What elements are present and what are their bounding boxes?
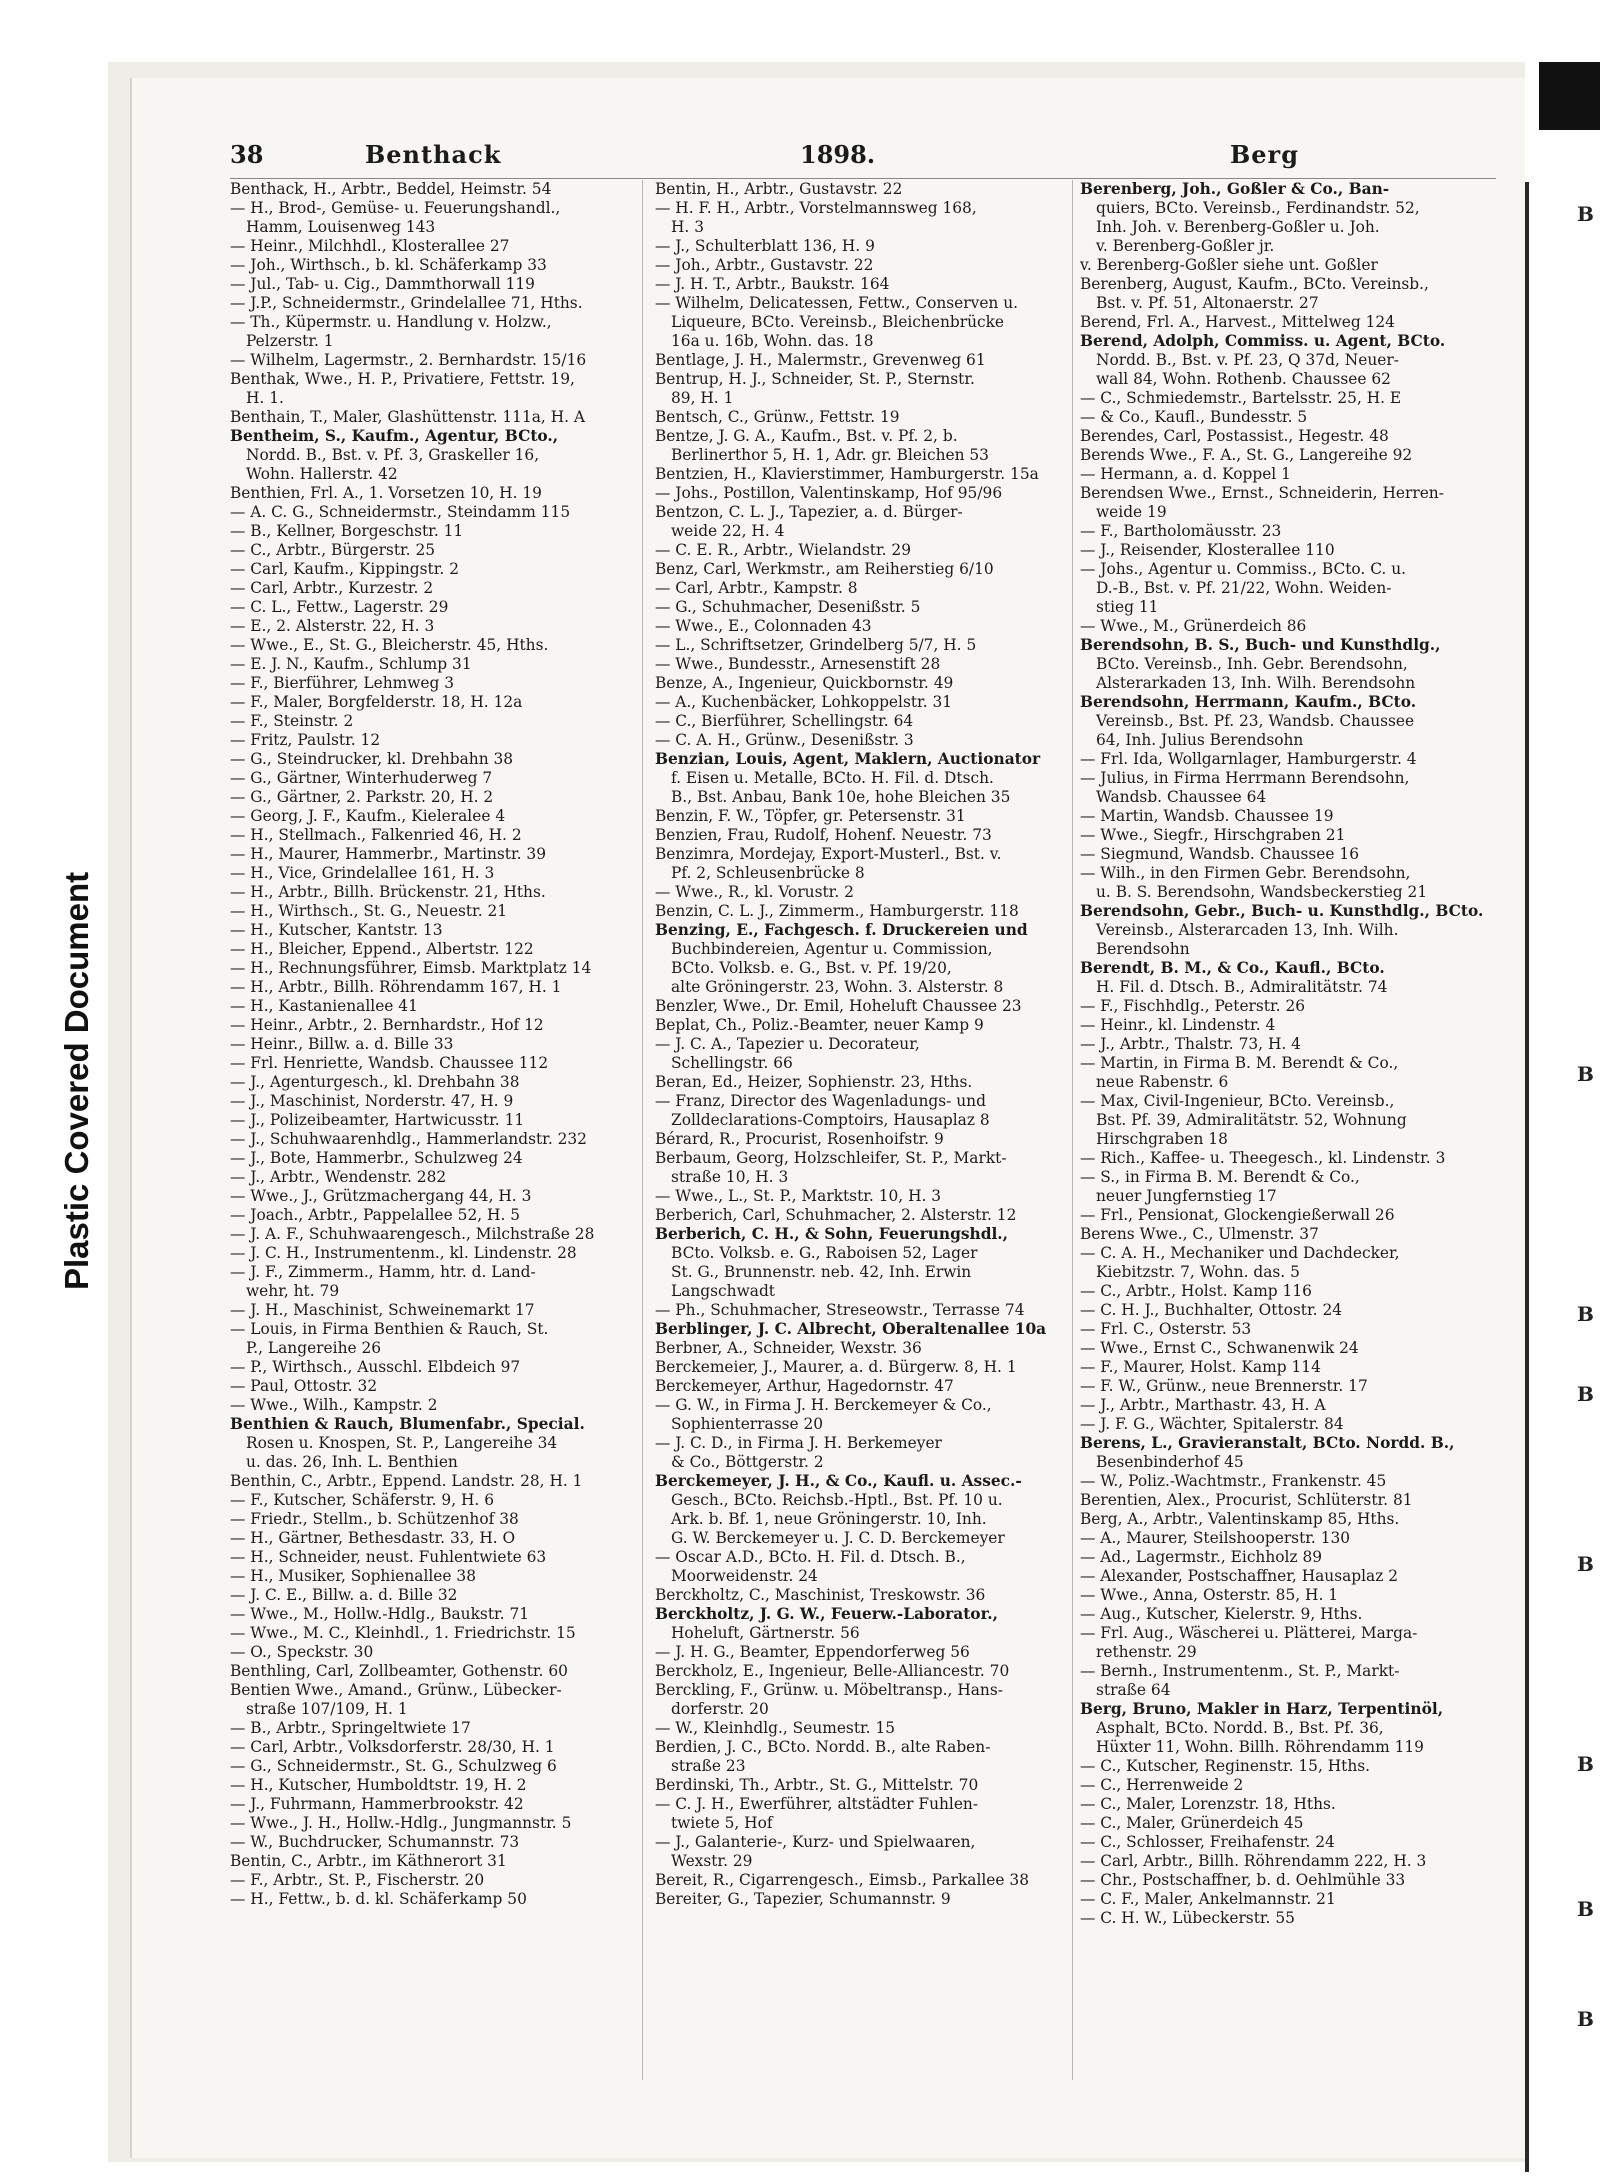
directory-entry: Berdinski, Th., Arbtr., St. G., Mittelstr. 70 — [655, 1776, 979, 1794]
directory-entry: — Joh., Arbtr., Gustavstr. 22 — [655, 256, 874, 274]
directory-entry: Bst. Pf. 39, Admiralitätstr. 52, Wohnung — [1096, 1111, 1407, 1129]
directory-entry: — J., Schulterblatt 136, H. 9 — [655, 237, 875, 255]
directory-entry: BCto. Volksb. e. G., Raboisen 52, Lager — [671, 1244, 978, 1262]
directory-entry: Beplat, Ch., Poliz.-Beamter, neuer Kamp 9 — [655, 1016, 984, 1034]
directory-entry: Benthling, Carl, Zollbeamter, Gothenstr. 60 — [230, 1662, 568, 1680]
directory-entry: — Johs., Postillon, Valentinskamp, Hof 95/96 — [655, 484, 1003, 502]
directory-entry: — C., Maler, Lorenzstr. 18, Hths. — [1080, 1795, 1336, 1813]
directory-entry: Benthak, Wwe., H. P., Privatiere, Fettstr. 19, — [230, 370, 575, 388]
directory-entry: — Frl. Aug., Wäscherei u. Plätterei, Marga- — [1080, 1624, 1418, 1642]
directory-entry: Benzien, Frau, Rudolf, Hohenf. Neuestr. 73 — [655, 826, 992, 844]
directory-entry: — Wilhelm, Delicatessen, Fettw., Conserven u. — [655, 294, 1019, 312]
directory-entry: Bentsch, C., Grünw., Fettstr. 19 — [655, 408, 900, 426]
directory-entry: — Rich., Kaffee- u. Theegesch., kl. Lindenstr. 3 — [1080, 1149, 1446, 1167]
directory-entry: Berckling, F., Grünw. u. Möbeltransp., Hans- — [655, 1681, 1003, 1699]
directory-entry: — Wwe., E., Colonnaden 43 — [655, 617, 872, 635]
directory-entry: — Wilhelm, Lagermstr., 2. Bernhardstr. 15/16 — [230, 351, 587, 369]
directory-entry: — Carl, Arbtr., Kampstr. 8 — [655, 579, 858, 597]
directory-entry: Berbner, A., Schneider, Wexstr. 36 — [655, 1339, 922, 1357]
directory-entry: — G., Gärtner, Winterhuderweg 7 — [230, 769, 493, 787]
directory-entry: — J. H. T., Arbtr., Baukstr. 164 — [655, 275, 890, 293]
adjacent-mark: B — [1577, 1062, 1594, 1086]
directory-entry: — C., Herrenweide 2 — [1080, 1776, 1244, 1794]
directory-entry: — C., Schmiedemstr., Bartelsstr. 25, H. E — [1080, 389, 1402, 407]
directory-entry: Pelzerstr. 1 — [246, 332, 334, 350]
directory-entry: — Wwe., Wilh., Kampstr. 2 — [230, 1396, 438, 1414]
page-number: 38 — [230, 140, 264, 169]
directory-entry: 64, Inh. Julius Berendsohn — [1096, 731, 1304, 749]
directory-entry: — A., Maurer, Steilshooperstr. 130 — [1080, 1529, 1351, 1547]
directory-entry: Benthien & Rauch, Blumenfabr., Special. — [230, 1415, 585, 1433]
directory-entry: — J., Galanterie-, Kurz- und Spielwaaren, — [655, 1833, 976, 1851]
directory-entry: — C. J. H., Ewerführer, altstädter Fuhlen- — [655, 1795, 979, 1813]
directory-entry: — G., Schneidermstr., St. G., Schulzweg 6 — [230, 1757, 557, 1775]
directory-entry: Benthack, H., Arbtr., Beddel, Heimstr. 54 — [230, 180, 552, 198]
directory-entry: — H., Kastanienallee 41 — [230, 997, 418, 1015]
directory-entry: — J. C. D., in Firma J. H. Berkemeyer — [655, 1434, 942, 1452]
directory-entry: Benz, Carl, Werkmstr., am Reiherstieg 6/10 — [655, 560, 994, 578]
directory-entry: — Frl., Pensionat, Glockengießerwall 26 — [1080, 1206, 1395, 1224]
directory-entry: rethenstr. 29 — [1096, 1643, 1197, 1661]
column-divider — [642, 180, 643, 2080]
directory-entry: — H., Bleicher, Eppend., Albertstr. 122 — [230, 940, 534, 958]
directory-entry: straße 107/109, H. 1 — [246, 1700, 408, 1718]
directory-entry: twiete 5, Hof — [671, 1814, 773, 1832]
directory-entry: — J. C. H., Instrumentenm., kl. Lindenstr. 28 — [230, 1244, 577, 1262]
directory-entry: Benthin, C., Arbtr., Eppend. Landstr. 28, H. 1 — [230, 1472, 583, 1490]
directory-entry: — Wwe., M. C., Kleinhdl., 1. Friedrichstr. 15 — [230, 1624, 576, 1642]
directory-entry: — C. A. H., Mechaniker und Dachdecker, — [1080, 1244, 1400, 1262]
directory-entry: — Alexander, Postschaffner, Hausaplaz 2 — [1080, 1567, 1399, 1585]
directory-entry: Rosen u. Knospen, St. P., Langereihe 34 — [246, 1434, 558, 1452]
directory-entry: Berendsohn — [1096, 940, 1190, 958]
header-rule — [230, 178, 1496, 179]
directory-entry: — C. A. H., Grünw., Desenißstr. 3 — [655, 731, 914, 749]
directory-entry: B., Bst. Anbau, Bank 10e, hohe Bleichen 35 — [671, 788, 1011, 806]
directory-entry: Berdien, J. C., BCto. Nordd. B., alte Raben- — [655, 1738, 991, 1756]
directory-entry: v. Berenberg-Goßler jr. — [1096, 237, 1275, 255]
directory-entry: — Wwe., Anna, Osterstr. 85, H. 1 — [1080, 1586, 1339, 1604]
directory-entry: — O., Speckstr. 30 — [230, 1643, 374, 1661]
directory-entry: Asphalt, BCto. Nordd. B., Bst. Pf. 36, — [1096, 1719, 1384, 1737]
directory-entry: — A., Kuchenbäcker, Lohkoppelstr. 31 — [655, 693, 953, 711]
directory-entry: — F., Bartholomäusstr. 23 — [1080, 522, 1282, 540]
directory-entry: — Julius, in Firma Herrmann Berendsohn, — [1080, 769, 1410, 787]
directory-entry: — Siegmund, Wandsb. Chaussee 16 — [1080, 845, 1359, 863]
directory-entry: — Martin, Wandsb. Chaussee 19 — [1080, 807, 1334, 825]
column-3 — [1080, 180, 1500, 2080]
side-label-panel — [0, 0, 95, 2177]
adjacent-mark: B — [1577, 202, 1594, 226]
directory-entry: Berg, Bruno, Makler in Harz, Terpentinöl, — [1080, 1700, 1444, 1718]
directory-entry: — Friedr., Stellm., b. Schützenhof 38 — [230, 1510, 519, 1528]
directory-entry: Pf. 2, Schleusenbrücke 8 — [671, 864, 865, 882]
directory-entry: — B., Arbtr., Springeltwiete 17 — [230, 1719, 471, 1737]
directory-entry: Berckholz, E., Ingenieur, Belle-Alliancestr. 70 — [655, 1662, 1010, 1680]
directory-entry: Ark. b. Bf. 1, neue Gröningerstr. 10, Inh. — [671, 1510, 987, 1528]
directory-entry: — L., Schriftsetzer, Grindelberg 5/7, H. 5 — [655, 636, 977, 654]
directory-entry: Sophienterrasse 20 — [671, 1415, 824, 1433]
directory-entry: wehr, ht. 79 — [246, 1282, 340, 1300]
directory-entry: — Jul., Tab- u. Cig., Dammthorwall 119 — [230, 275, 535, 293]
directory-entry: — Carl, Kaufm., Kippingstr. 2 — [230, 560, 459, 578]
header-left-keyword: Benthack — [365, 140, 502, 169]
directory-entry: — W., Kleinhdlg., Seumestr. 15 — [655, 1719, 896, 1737]
column-divider — [1072, 180, 1073, 2080]
directory-entry: — Martin, in Firma B. M. Berendt & Co., — [1080, 1054, 1399, 1072]
directory-entry: — Wwe., R., kl. Vorustr. 2 — [655, 883, 854, 901]
directory-entry: alte Gröningerstr. 23, Wohn. 3. Alsterstr. 8 — [671, 978, 1004, 996]
directory-entry: Vereinsb., Bst. Pf. 23, Wandsb. Chaussee — [1096, 712, 1415, 730]
directory-entry: — & Co., Kaufl., Bundesstr. 5 — [1080, 408, 1308, 426]
directory-entry: — J., Arbtr., Marthastr. 43, H. A — [1080, 1396, 1326, 1414]
directory-entry: — J. C. A., Tapezier u. Decorateur, — [655, 1035, 920, 1053]
directory-entry: — J. A. F., Schuhwaarengesch., Milchstraße 28 — [230, 1225, 595, 1243]
directory-entry: — H., Musiker, Sophienallee 38 — [230, 1567, 476, 1585]
directory-entry: — H., Arbtr., Billh. Brückenstr. 21, Hths. — [230, 883, 546, 901]
directory-entry: — Joh., Wirthsch., b. kl. Schäferkamp 33 — [230, 256, 547, 274]
directory-entry: neue Rabenstr. 6 — [1096, 1073, 1229, 1091]
directory-entry: Berends Wwe., F. A., St. G., Langereihe 92 — [1080, 446, 1413, 464]
adjacent-mark: B — [1577, 1897, 1594, 1921]
directory-entry: — G., Steindrucker, kl. Drehbahn 38 — [230, 750, 514, 768]
directory-entry: Moorweidenstr. 24 — [671, 1567, 818, 1585]
directory-entry: — C., Maler, Grünerdeich 45 — [1080, 1814, 1304, 1832]
directory-entry: — Bernh., Instrumentenm., St. P., Markt- — [1080, 1662, 1400, 1680]
directory-entry: Bereit, R., Cigarrengesch., Eimsb., Parkallee 38 — [655, 1871, 1029, 1889]
directory-entry: — J., Schuhwaarenhdlg., Hammerlandstr. 232 — [230, 1130, 587, 1148]
directory-entry: — B., Kellner, Borgeschstr. 11 — [230, 522, 464, 540]
directory-entry: — H., Stellmach., Falkenried 46, H. 2 — [230, 826, 522, 844]
adjacent-mark: B — [1577, 2007, 1594, 2031]
directory-entry: Berendes, Carl, Postassist., Hegestr. 48 — [1080, 427, 1389, 445]
directory-entry: Berberich, Carl, Schuhmacher, 2. Alsterstr. 12 — [655, 1206, 1017, 1224]
directory-entry: — C. H. J., Buchhalter, Ottostr. 24 — [1080, 1301, 1343, 1319]
directory-entry: D.-B., Bst. v. Pf. 21/22, Wohn. Weiden- — [1096, 579, 1392, 597]
directory-entry: — H., Fettw., b. d. kl. Schäferkamp 50 — [230, 1890, 527, 1908]
directory-entry: — F., Kutscher, Schäferstr. 9, H. 6 — [230, 1491, 495, 1509]
directory-entry: — Carl, Arbtr., Volksdorferstr. 28/30, H. 1 — [230, 1738, 555, 1756]
directory-entry: — Max, Civil-Ingenieur, BCto. Vereinsb., — [1080, 1092, 1395, 1110]
directory-entry: — H., Rechnungsführer, Eimsb. Marktplatz 14 — [230, 959, 592, 977]
directory-entry: Benthain, T., Maler, Glashüttenstr. 111a, H. A — [230, 408, 586, 426]
directory-entry: — H., Gärtner, Bethesdastr. 33, H. O — [230, 1529, 516, 1547]
directory-entry: Berblinger, J. C. Albrecht, Oberaltenallee 10a — [655, 1320, 1047, 1338]
directory-entry: — F., Maler, Borgfelderstr. 18, H. 12a — [230, 693, 523, 711]
directory-entry: Wohn. Hallerstr. 42 — [246, 465, 398, 483]
directory-entry: H. Fil. d. Dtsch. B., Admiralitätstr. 74 — [1096, 978, 1388, 996]
directory-entry: Wexstr. 29 — [671, 1852, 753, 1870]
directory-entry: Berckholtz, C., Maschinist, Treskowstr. 36 — [655, 1586, 986, 1604]
directory-entry: — C. L., Fettw., Lagerstr. 29 — [230, 598, 449, 616]
adjacent-page-corner — [1539, 62, 1600, 130]
directory-entry: Bereiter, G., Tapezier, Schumannstr. 9 — [655, 1890, 951, 1908]
directory-entry: — C., Arbtr., Bürgerstr. 25 — [230, 541, 436, 559]
header-right-keyword: Berg — [1230, 140, 1299, 169]
adjacent-page-strip — [1525, 62, 1600, 2177]
directory-entry: — P., Wirthsch., Ausschl. Elbdeich 97 — [230, 1358, 521, 1376]
side-label-text: Plastic Covered Document — [58, 871, 95, 1290]
directory-entry: Schellingstr. 66 — [671, 1054, 793, 1072]
directory-entry: — Wilh., in den Firmen Gebr. Berendsohn, — [1080, 864, 1411, 882]
directory-entry: Langschwadt — [671, 1282, 775, 1300]
directory-entry: — H., Maurer, Hammerbr., Martinstr. 39 — [230, 845, 547, 863]
directory-entry: Hüxter 11, Wohn. Billh. Röhrendamm 119 — [1096, 1738, 1424, 1756]
directory-entry: — Ph., Schuhmacher, Streseowstr., Terrasse 74 — [655, 1301, 1025, 1319]
directory-entry: straße 10, H. 3 — [671, 1168, 789, 1186]
directory-entry: 89, H. 1 — [671, 389, 734, 407]
directory-entry: straße 23 — [671, 1757, 746, 1775]
directory-entry: — S., in Firma B. M. Berendt & Co., — [1080, 1168, 1360, 1186]
directory-entry: — Fritz, Paulstr. 12 — [230, 731, 381, 749]
directory-entry: u. B. S. Berendsohn, Wandsbeckerstieg 21 — [1096, 883, 1428, 901]
directory-entry: wall 84, Wohn. Rothenb. Chaussee 62 — [1096, 370, 1391, 388]
directory-entry: Besenbinderhof 45 — [1096, 1453, 1244, 1471]
directory-entry: neuer Jungfernstieg 17 — [1096, 1187, 1277, 1205]
directory-entry: Berg, A., Arbtr., Valentinskamp 85, Hths. — [1080, 1510, 1400, 1528]
directory-entry: — H., Vice, Grindelallee 161, H. 3 — [230, 864, 495, 882]
directory-entry: — Wwe., Bundesstr., Arnesenstift 28 — [655, 655, 941, 673]
directory-entry: Nordd. B., Bst. v. Pf. 3, Graskeller 16, — [246, 446, 540, 464]
directory-entry: Bentheim, S., Kaufm., Agentur, BCto., — [230, 427, 559, 445]
directory-entry: — Louis, in Firma Benthien & Rauch, St. — [230, 1320, 549, 1338]
directory-entry: — H., Schneider, neust. Fuhlentwiete 63 — [230, 1548, 547, 1566]
directory-entry: — J., Fuhrmann, Hammerbrookstr. 42 — [230, 1795, 524, 1813]
directory-entry: — J., Agenturgesch., kl. Drehbahn 38 — [230, 1073, 520, 1091]
directory-entry: BCto. Volksb. e. G., Bst. v. Pf. 19/20, — [671, 959, 952, 977]
directory-entry: v. Berenberg-Goßler siehe unt. Goßler — [1080, 256, 1378, 274]
column-1 — [230, 180, 630, 2080]
directory-entry: — E., 2. Alsterstr. 22, H. 3 — [230, 617, 435, 635]
directory-entry: — Heinr., kl. Lindenstr. 4 — [1080, 1016, 1276, 1034]
directory-entry: — C. E. R., Arbtr., Wielandstr. 29 — [655, 541, 911, 559]
directory-entry: Bentze, J. G. A., Kaufm., Bst. v. Pf. 2, b. — [655, 427, 958, 445]
directory-entry: — Wwe., E., St. G., Bleicherstr. 45, Hths. — [230, 636, 549, 654]
directory-entry: Berendsohn, Gebr., Buch- u. Kunsthdlg., BCto. — [1080, 902, 1484, 920]
directory-entry: — J., Bote, Hammerbr., Schulzweg 24 — [230, 1149, 523, 1167]
directory-entry: — Heinr., Milchhdl., Klosterallee 27 — [230, 237, 510, 255]
directory-entry: — J., Maschinist, Norderstr. 47, H. 9 — [230, 1092, 514, 1110]
adjacent-mark: B — [1577, 1552, 1594, 1576]
directory-entry: — Frl. C., Osterstr. 53 — [1080, 1320, 1252, 1338]
directory-entry: — Wwe., J. H., Hollw.-Hdlg., Jungmannstr. 5 — [230, 1814, 572, 1832]
directory-entry: — J. H., Maschinist, Schweinemarkt 17 — [230, 1301, 535, 1319]
directory-entry: — Chr., Postschaffner, b. d. Oehlmühle 33 — [1080, 1871, 1406, 1889]
directory-entry: — Johs., Agentur u. Commiss., BCto. C. u. — [1080, 560, 1407, 578]
directory-entry: Berenberg, August, Kaufm., BCto. Vereinsb., — [1080, 275, 1429, 293]
directory-entry: u. das. 26, Inh. L. Benthien — [246, 1453, 458, 1471]
directory-entry: — J., Reisender, Klosterallee 110 — [1080, 541, 1335, 559]
directory-entry: & Co., Böttgerstr. 2 — [671, 1453, 824, 1471]
directory-entry: — Wwe., Siegfr., Hirschgraben 21 — [1080, 826, 1346, 844]
directory-entry: weide 19 — [1096, 503, 1167, 521]
directory-entry: — C., Bierführer, Schellingstr. 64 — [655, 712, 914, 730]
directory-entry: — F. W., Grünw., neue Brennerstr. 17 — [1080, 1377, 1368, 1395]
column-2 — [655, 180, 1067, 2080]
directory-entry: f. Eisen u. Metalle, BCto. H. Fil. d. Dtsch. — [671, 769, 994, 787]
directory-entry: — Oscar A.D., BCto. H. Fil. d. Dtsch. B., — [655, 1548, 966, 1566]
directory-entry: — G., Schuhmacher, Desenißstr. 5 — [655, 598, 921, 616]
directory-entry: Berenberg, Joh., Goßler & Co., Ban- — [1080, 180, 1390, 198]
directory-entry: — E. J. N., Kaufm., Schlump 31 — [230, 655, 472, 673]
adjacent-mark: B — [1577, 1752, 1594, 1776]
directory-entry: — Carl, Arbtr., Billh. Röhrendamm 222, H. 3 — [1080, 1852, 1427, 1870]
directory-entry: Alsterarkaden 13, Inh. Wilh. Berendsohn — [1096, 674, 1416, 692]
directory-entry: — Frl. Henriette, Wandsb. Chaussee 112 — [230, 1054, 549, 1072]
adjacent-mark: B — [1577, 1382, 1594, 1406]
directory-entry: Beran, Ed., Heizer, Sophienstr. 23, Hths. — [655, 1073, 973, 1091]
directory-entry: — G., Gärtner, 2. Parkstr. 20, H. 2 — [230, 788, 494, 806]
directory-entry: — Aug., Kutscher, Kielerstr. 9, Hths. — [1080, 1605, 1363, 1623]
directory-entry: Benzing, E., Fachgesch. f. Druckereien und — [655, 921, 1028, 939]
directory-entry: Berens, L., Gravieranstalt, BCto. Nordd. B., — [1080, 1434, 1455, 1452]
directory-entry: Berendsohn, Herrmann, Kaufm., BCto. — [1080, 693, 1417, 711]
directory-entry: Berbaum, Georg, Holzschleifer, St. P., Markt- — [655, 1149, 1007, 1167]
directory-entry: Berckemeyer, J. H., & Co., Kaufl. u. Assec.- — [655, 1472, 1022, 1490]
directory-entry: G. W. Berckemeyer u. J. C. D. Berckemeyer — [671, 1529, 1005, 1547]
directory-entry: Berend, Adolph, Commiss. u. Agent, BCto. — [1080, 332, 1446, 350]
directory-entry: — H., Arbtr., Billh. Röhrendamm 167, H. 1 — [230, 978, 562, 996]
page-header — [230, 140, 1500, 174]
directory-entry: Berlinerthor 5, H. 1, Adr. gr. Bleichen 53 — [671, 446, 989, 464]
directory-entry: dorferstr. 20 — [671, 1700, 769, 1718]
directory-entry: Bentlage, J. H., Malermstr., Grevenweg 61 — [655, 351, 986, 369]
directory-entry: — H. F. H., Arbtr., Vorstelmannsweg 168, — [655, 199, 977, 217]
directory-entry: — J. C. E., Billw. a. d. Bille 32 — [230, 1586, 458, 1604]
directory-entry: Bentrup, H. J., Schneider, St. P., Sternstr. — [655, 370, 975, 388]
directory-entry: — C., Schlosser, Freihafenstr. 24 — [1080, 1833, 1335, 1851]
directory-entry: — J. F., Zimmerm., Hamm, htr. d. Land- — [230, 1263, 536, 1281]
directory-entry: Benzian, Louis, Agent, Maklern, Auctionator — [655, 750, 1041, 768]
directory-entry: Hoheluft, Gärtnerstr. 56 — [671, 1624, 860, 1642]
directory-entry: Benthien, Frl. A., 1. Vorsetzen 10, H. 19 — [230, 484, 542, 502]
directory-entry: Berendt, B. M., & Co., Kaufl., BCto. — [1080, 959, 1385, 977]
directory-entry: St. G., Brunnenstr. neb. 42, Inh. Erwin — [671, 1263, 972, 1281]
directory-entry: Vereinsb., Alsterarcaden 13, Inh. Wilh. — [1096, 921, 1399, 939]
directory-entry: — C. H. W., Lübeckerstr. 55 — [1080, 1909, 1295, 1927]
directory-entry: Bentien Wwe., Amand., Grünw., Lübecker- — [230, 1681, 562, 1699]
directory-entry: Inh. Joh. v. Berenberg-Goßler u. Joh. — [1096, 218, 1380, 236]
directory-entry: Berckemeier, J., Maurer, a. d. Bürgerw. 8, H. 1 — [655, 1358, 1017, 1376]
directory-entry: — J.P., Schneidermstr., Grindelallee 71, Hths. — [230, 294, 583, 312]
directory-entry: Berckemeyer, Arthur, Hagedornstr. 47 — [655, 1377, 954, 1395]
directory-entry: — Wwe., J., Grützmachergang 44, H. 3 — [230, 1187, 532, 1205]
directory-entry: — Th., Küpermstr. u. Handlung v. Holzw., — [230, 313, 552, 331]
directory-entry: — J., Arbtr., Thalstr. 73, H. 4 — [1080, 1035, 1301, 1053]
directory-entry: Berend, Frl. A., Harvest., Mittelweg 124 — [1080, 313, 1395, 331]
directory-entry: P., Langereihe 26 — [246, 1339, 382, 1357]
directory-entry: Bentzon, C. L. J., Tapezier, a. d. Bürger- — [655, 503, 963, 521]
directory-entry: — F., Steinstr. 2 — [230, 712, 354, 730]
directory-entry: Bérard, R., Procurist, Rosenhoifstr. 9 — [655, 1130, 944, 1148]
directory-entry: — Frl. Ida, Wollgarnlager, Hamburgerstr. 4 — [1080, 750, 1417, 768]
directory-entry: — Franz, Director des Wagenladungs- und — [655, 1092, 986, 1110]
directory-entry: — J., Arbtr., Wendenstr. 282 — [230, 1168, 447, 1186]
directory-entry: — F., Fischhdlg., Peterstr. 26 — [1080, 997, 1306, 1015]
directory-entry: — Wwe., L., St. P., Marktstr. 10, H. 3 — [655, 1187, 942, 1205]
directory-entry: Berendsen Wwe., Ernst., Schneiderin, Herren- — [1080, 484, 1444, 502]
directory-entry: — H., Brod-, Gemüse- u. Feuerungshandl., — [230, 199, 561, 217]
directory-entry: Bst. v. Pf. 51, Altonaerstr. 27 — [1096, 294, 1319, 312]
directory-entry: — J. F. G., Wächter, Spitalerstr. 84 — [1080, 1415, 1344, 1433]
directory-entry: — C. F., Maler, Ankelmannstr. 21 — [1080, 1890, 1336, 1908]
directory-entry: Hirschgraben 18 — [1096, 1130, 1228, 1148]
directory-entry: — W., Poliz.-Wachtmstr., Frankenstr. 45 — [1080, 1472, 1387, 1490]
directory-entry: Liqueure, BCto. Vereinsb., Bleichenbrücke — [671, 313, 1005, 331]
directory-entry: — H., Kutscher, Kantstr. 13 — [230, 921, 443, 939]
directory-entry: Benzin, C. L. J., Zimmerm., Hamburgerstr. 118 — [655, 902, 1019, 920]
directory-entry: Benze, A., Ingenieur, Quickbornstr. 49 — [655, 674, 954, 692]
directory-entry: straße 64 — [1096, 1681, 1171, 1699]
directory-entry: — F., Arbtr., St. P., Fischerstr. 20 — [230, 1871, 485, 1889]
directory-entry: stieg 11 — [1096, 598, 1159, 616]
header-year: 1898. — [800, 140, 876, 169]
directory-entry: 16a u. 16b, Wohn. das. 18 — [671, 332, 874, 350]
adjacent-page-edge — [1525, 182, 1529, 2172]
directory-entry: — A. C. G., Schneidermstr., Steindamm 115 — [230, 503, 571, 521]
directory-entry: — J. H. G., Beamter, Eppendorferweg 56 — [655, 1643, 970, 1661]
directory-entry: Berentien, Alex., Procurist, Schlüterstr. 81 — [1080, 1491, 1413, 1509]
directory-entry: H. 1. — [246, 389, 284, 407]
directory-entry: — Heinr., Billw. a. d. Bille 33 — [230, 1035, 454, 1053]
directory-entry: — Carl, Arbtr., Kurzestr. 2 — [230, 579, 434, 597]
directory-entry: Benzin, F. W., Töpfer, gr. Petersenstr. 31 — [655, 807, 966, 825]
directory-entry: — J., Polizeibeamter, Hartwicusstr. 11 — [230, 1111, 525, 1129]
directory-entry: — H., Wirthsch., St. G., Neuestr. 21 — [230, 902, 508, 920]
directory-entry: weide 22, H. 4 — [671, 522, 785, 540]
directory-entry: — Hermann, a. d. Koppel 1 — [1080, 465, 1291, 483]
directory-entry: Hamm, Louisenweg 143 — [246, 218, 436, 236]
directory-entry: Bentin, C., Arbtr., im Käthnerort 31 — [230, 1852, 507, 1870]
directory-entry: H. 3 — [671, 218, 704, 236]
directory-entry: — F., Maurer, Holst. Kamp 114 — [1080, 1358, 1321, 1376]
directory-entry: Berberich, C. H., & Sohn, Feuerungshdl., — [655, 1225, 1009, 1243]
directory-entry: Gesch., BCto. Reichsb.-Hptl., Bst. Pf. 10 u. — [671, 1491, 1003, 1509]
directory-entry: Berckholtz, J. G. W., Feuerw.-Laborator., — [655, 1605, 998, 1623]
directory-entry: — G. W., in Firma J. H. Berckemeyer & Co., — [655, 1396, 992, 1414]
directory-entry: Bentin, H., Arbtr., Gustavstr. 22 — [655, 180, 903, 198]
directory-entry: — Paul, Ottostr. 32 — [230, 1377, 378, 1395]
directory-entry: BCto. Vereinsb., Inh. Gebr. Berendsohn, — [1096, 655, 1408, 673]
directory-entry: Kiebitzstr. 7, Wohn. das. 5 — [1096, 1263, 1300, 1281]
directory-entry: — W., Buchdrucker, Schumannstr. 73 — [230, 1833, 520, 1851]
directory-entry: Berendsohn, B. S., Buch- und Kunsthdlg., — [1080, 636, 1441, 654]
directory-entry: — H., Kutscher, Humboldtstr. 19, H. 2 — [230, 1776, 527, 1794]
directory-entry: quiers, BCto. Vereinsb., Ferdinandstr. 52, — [1096, 199, 1420, 217]
directory-entry: Wandsb. Chaussee 64 — [1096, 788, 1267, 806]
directory-entry: Benzler, Wwe., Dr. Emil, Hoheluft Chaussee 23 — [655, 997, 1022, 1015]
directory-entry: Buchbindereien, Agentur u. Commission, — [671, 940, 993, 958]
directory-entry: — C., Kutscher, Reginenstr. 15, Hths. — [1080, 1757, 1371, 1775]
directory-entry: Benzimra, Mordejay, Export-Musterl., Bst. v. — [655, 845, 1002, 863]
directory-entry: — C., Arbtr., Holst. Kamp 116 — [1080, 1282, 1312, 1300]
directory-entry: — Wwe., M., Grünerdeich 86 — [1080, 617, 1307, 635]
directory-entry: — Georg, J. F., Kaufm., Kieleralee 4 — [230, 807, 506, 825]
directory-entry: — Wwe., Ernst C., Schwanenwik 24 — [1080, 1339, 1359, 1357]
adjacent-mark: B — [1577, 1302, 1594, 1326]
directory-entry: — F., Bierführer, Lehmweg 3 — [230, 674, 455, 692]
directory-entry: — Joach., Arbtr., Pappelallee 52, H. 5 — [230, 1206, 521, 1224]
directory-entry: Bentzien, H., Klavierstimmer, Hamburgerstr. 15a — [655, 465, 1039, 483]
directory-entry: — Wwe., M., Hollw.-Hdlg., Baukstr. 71 — [230, 1605, 530, 1623]
directory-entry: — Ad., Lagermstr., Eichholz 89 — [1080, 1548, 1323, 1566]
directory-entry: — Heinr., Arbtr., 2. Bernhardstr., Hof 12 — [230, 1016, 544, 1034]
directory-entry: Berens Wwe., C., Ulmenstr. 37 — [1080, 1225, 1319, 1243]
directory-entry: Nordd. B., Bst. v. Pf. 23, Q 37d, Neuer- — [1096, 351, 1399, 369]
directory-entry: Zolldeclarations-Comptoirs, Hausaplaz 8 — [671, 1111, 990, 1129]
